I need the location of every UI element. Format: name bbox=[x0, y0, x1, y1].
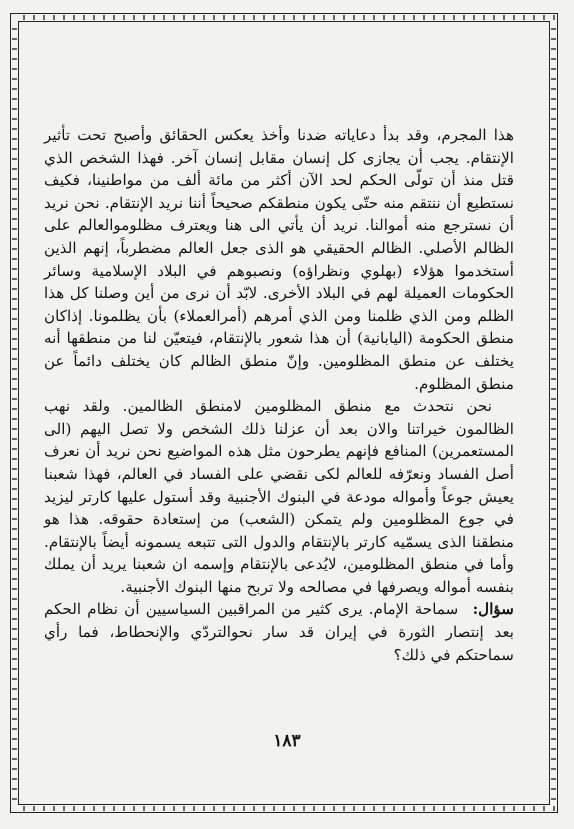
page-number: ١٨٣ bbox=[273, 731, 301, 751]
paragraph-1: هذا المجرم، وقد بدأ دعاياته ضدنا وأخذ يعكس الحقائق وأصبح تحت تأثير الإنتقام. يجب أن يجازى كل إنسان مقابل إنسان آخر. فهذا الشخص الذي قتل منذ أن تولّى الحكم لحد الآن أكثر من مائة ألف من مواطنينا، فكيف نستطيع أن ننتقم منه حتّى يكون منطقكم صحيحاً أننا نريد الإنتقام. نحن نريد أن نسترجع منه أموالنا. نريد أن يأتي الى هنا ويعترف مظلوموالعالم على الظالم الأصلي. الظالم الحقيقي هو الذى جعل العالم مضطرباً، إنهم الذين أستخدموا هؤلاء (بهلوي ونظراؤه) ونصبوهم في البلاد الإسلامية وسائر الحكومات العميلة لهم في البلاد الأخرى. لابّد أن نرى من أين وصلنا كل هذا الظلم ومن الذي ظلمنا ومن الذي أمرهم (أمرالعملاء) بأن يظلمونا. إذاكان منطق الحكومة (اليابانية) أن هذا شعور بالإنتقام، فيتعيّن لنا من منطقها أنه يختلف عن منطق المظلومين. وإنّ منطق الظالم كان يختلف دائماً عن منطق المظلوم. bbox=[44, 126, 514, 393]
question-paragraph bbox=[44, 598, 514, 666]
left-ornament-band bbox=[12, 21, 17, 805]
right-ornament-band bbox=[551, 21, 556, 805]
question-text: سماحة الإمام. يرى كثير من المراقبين السياسيين أن نظام الحكم بعد إنتصار الثورة في إيران قد سار نحوالتردّي والإنحطاط، فما رأي سماحتكم في ذلك؟ bbox=[44, 600, 514, 664]
paragraph-2: نحن نتحدث مع منطق المظلومين لامنطق الظالمين. ولقد نهب الظالمون خيراتنا والان بعد أن عزلنا ذلك الشخص ولا تصل اليهم (الى المستعمرين) المنافع فإنهم يطرحون مثل هذه المواضيع نحن نريد أن نعرف أصل الفساد ونعرّفه للعالم لكى نقضي على الفساد في العالم، فهذا شعبنا يعيش جوعاً وأمواله مودعة في البنوك الأجنبية وقد أستول عليها كارتر ليزيد في جوع المظلومين ولم يتمكن (الشعب) من إستعادة حقوقه. هذا هو منطقنا الذى يسمّيه كارتر بالإنتقام والدول التى تتبعه يسمونه أيضاً بالإنتقام. وأما في منطق المظلومين، لايُدعى بالإنتقام وإسمه ان شعبنا يريد أن يملك بنفسه أمواله ويصرفها في مصالحه ولا تربح منها البنوك الأجنبية. bbox=[44, 397, 514, 596]
bottom-ornament-band bbox=[18, 806, 556, 811]
question-label: سؤال: bbox=[472, 600, 514, 619]
page-body-text bbox=[44, 124, 514, 666]
top-ornament-band bbox=[18, 15, 556, 20]
